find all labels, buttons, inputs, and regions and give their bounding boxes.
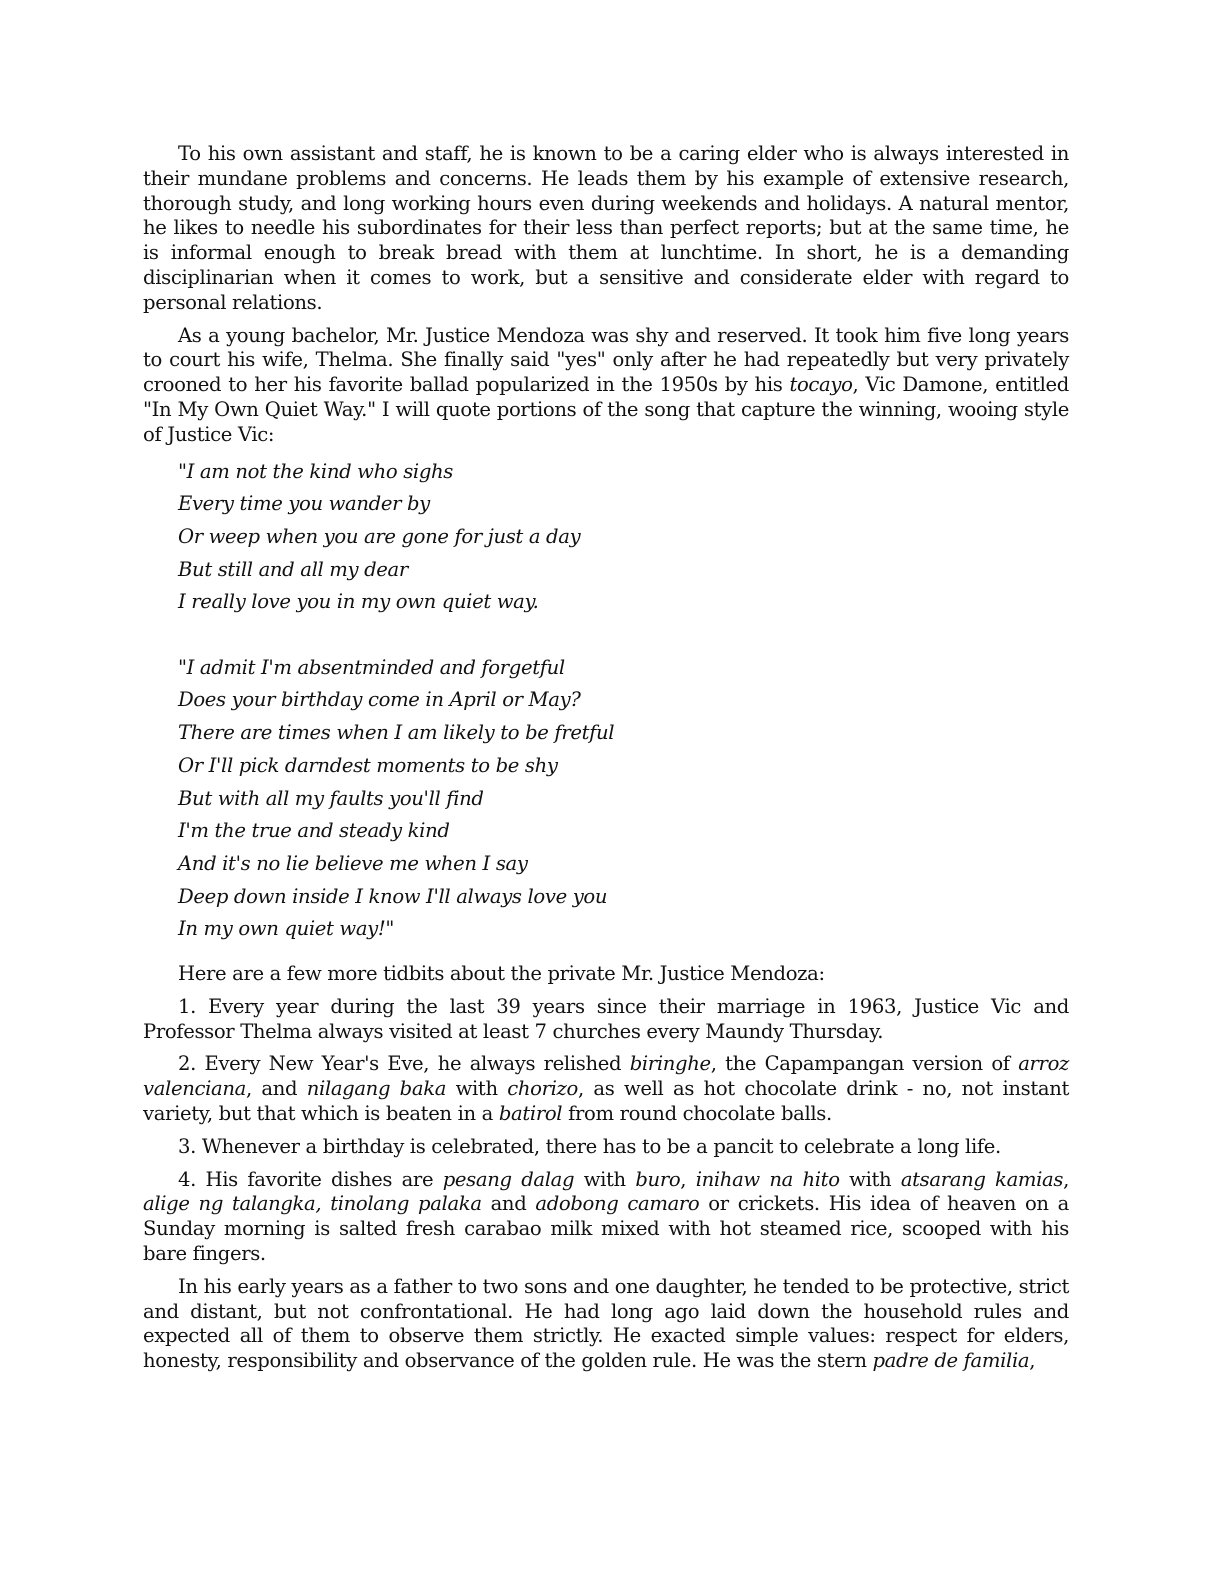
body-text-before-poem [143, 142, 1069, 448]
body-text-after-poem [143, 962, 1069, 1374]
italic-text: pesang dalag [442, 1167, 575, 1191]
text-run: or crickets. His idea of heaven on a Sunday morning is salted fresh carabao milk mixed with hot steamed rice, scooped with his bare fingers. [143, 1192, 1069, 1266]
italic-text: biringhe [629, 1052, 711, 1076]
poem-line: There are times when I am likely to be fretful [178, 721, 615, 745]
text-run: In his early years as a father to two sons and one daughter, he tended to be protective, strict and distant, but not confrontational. He had long ago laid down the household rules and expected all of them to observe them strictly. He exacted simple values: respect for elders, honesty, responsibility and observance of the golden rule. He was the stern [143, 1274, 1069, 1373]
poem-spacer [143, 946, 1069, 962]
poem-line: And it's no lie believe me when I say [178, 851, 528, 875]
italic-text: padre de familia [872, 1349, 1030, 1373]
text-run: , as well as hot chocolate drink - no, not instant variety, but that which is beaten in a [143, 1077, 1069, 1126]
italic-text: tocayo [789, 373, 853, 397]
text-run: 4. His favorite dishes are [178, 1167, 443, 1191]
text-run: with [446, 1077, 508, 1101]
song-lyrics [178, 456, 1069, 947]
italic-text: buro [635, 1167, 681, 1191]
text-run: , [1029, 1349, 1036, 1373]
document-page [143, 142, 1069, 1382]
body-paragraph [143, 995, 1069, 1045]
poem-line: I'm the true and steady kind [178, 819, 450, 843]
poem-line: Or I'll pick darndest moments to be shy [178, 753, 558, 777]
italic-text: alige ng talangka, tinolang palaka [143, 1192, 482, 1216]
text-run: 1. Every year during the last 39 years since their marriage in 1963, Justice Vic and Professor Thelma always visited at least 7 churches every Maundy Thursday. [143, 994, 1069, 1043]
text-run: , Vic Damone, entitled "In My Own Quiet Way." I will quote portions of the song that capture the winning, wooing style of Justice Vic: [143, 373, 1069, 446]
poem-line: But still and all my dear [178, 557, 408, 581]
text-run: , [1063, 1167, 1069, 1191]
body-paragraph [143, 1168, 1069, 1267]
poem-line: Does your birthday come in April or May? [178, 688, 581, 712]
text-run: , and [245, 1077, 307, 1101]
italic-text: arroz valenciana [143, 1052, 1069, 1101]
body-paragraph [143, 1275, 1069, 1374]
poem-line: In my own quiet way!" [178, 917, 395, 941]
text-run: 3. Whenever a birthday is celebrated, there has to be a pancit to celebrate a long life. [178, 1134, 1001, 1158]
text-run: To his own assistant and staff, he is known to be a caring elder who is always interested in their mundane problems and concerns. He leads them by his example of extensive research, thorough study, and long working hours even during weekends and holidays. A natural mentor, he likes to needle his subordinates for their less than perfect reports; but at the same time, he is informal enough to break bread with them at lunchtime. In short, he is a demanding disciplinarian when it comes to work, but a sensitive and considerate elder with regard to personal relations. [143, 142, 1069, 314]
body-paragraph [143, 142, 1069, 316]
italic-text: nilagang baka [306, 1077, 447, 1101]
text-run: , the Capampangan version of [710, 1052, 1019, 1076]
italic-text: adobong camaro [535, 1192, 700, 1216]
text-run: from round chocolate balls. [562, 1102, 832, 1126]
text-run: with [839, 1167, 901, 1191]
text-run: and [481, 1192, 536, 1216]
poem-line: Or weep when you are gone for just a day [178, 524, 581, 548]
poem-stanza [178, 652, 1069, 946]
poem-line: Every time you wander by [178, 492, 430, 516]
text-run: 2. Every New Year's Eve, he always relished [178, 1052, 630, 1076]
italic-text: atsarang kamias [900, 1167, 1064, 1191]
stanza-spacer [178, 619, 1069, 652]
body-paragraph [143, 962, 1069, 987]
italic-text: chorizo [507, 1077, 578, 1101]
text-run: , [680, 1167, 696, 1191]
body-paragraph [143, 1052, 1069, 1126]
poem-line: "I admit I'm absentminded and forgetful [178, 655, 565, 679]
poem-line: But with all my faults you'll find [178, 786, 484, 810]
text-run: with [574, 1167, 636, 1191]
text-run: As a young bachelor, Mr. Justice Mendoza was shy and reserved. It took him five long years to court his wife, Thelma. She finally said "yes" only after he had repeatedly but very privately crooned to her his favorite ballad popularized in the 1950s by his [143, 323, 1069, 397]
text-run: Here are a few more tidbits about the private Mr. Justice Mendoza: [178, 962, 825, 986]
body-paragraph [143, 324, 1069, 448]
italic-text: batirol [498, 1102, 563, 1126]
italic-text: inihaw na hito [695, 1167, 840, 1191]
poem-line: I really love you in my own quiet way. [178, 590, 539, 614]
poem-line: Deep down inside I know I'll always love you [178, 884, 608, 908]
poem-line: "I am not the kind who sighs [178, 459, 453, 483]
poem-stanza [178, 456, 1069, 620]
body-paragraph [143, 1135, 1069, 1160]
